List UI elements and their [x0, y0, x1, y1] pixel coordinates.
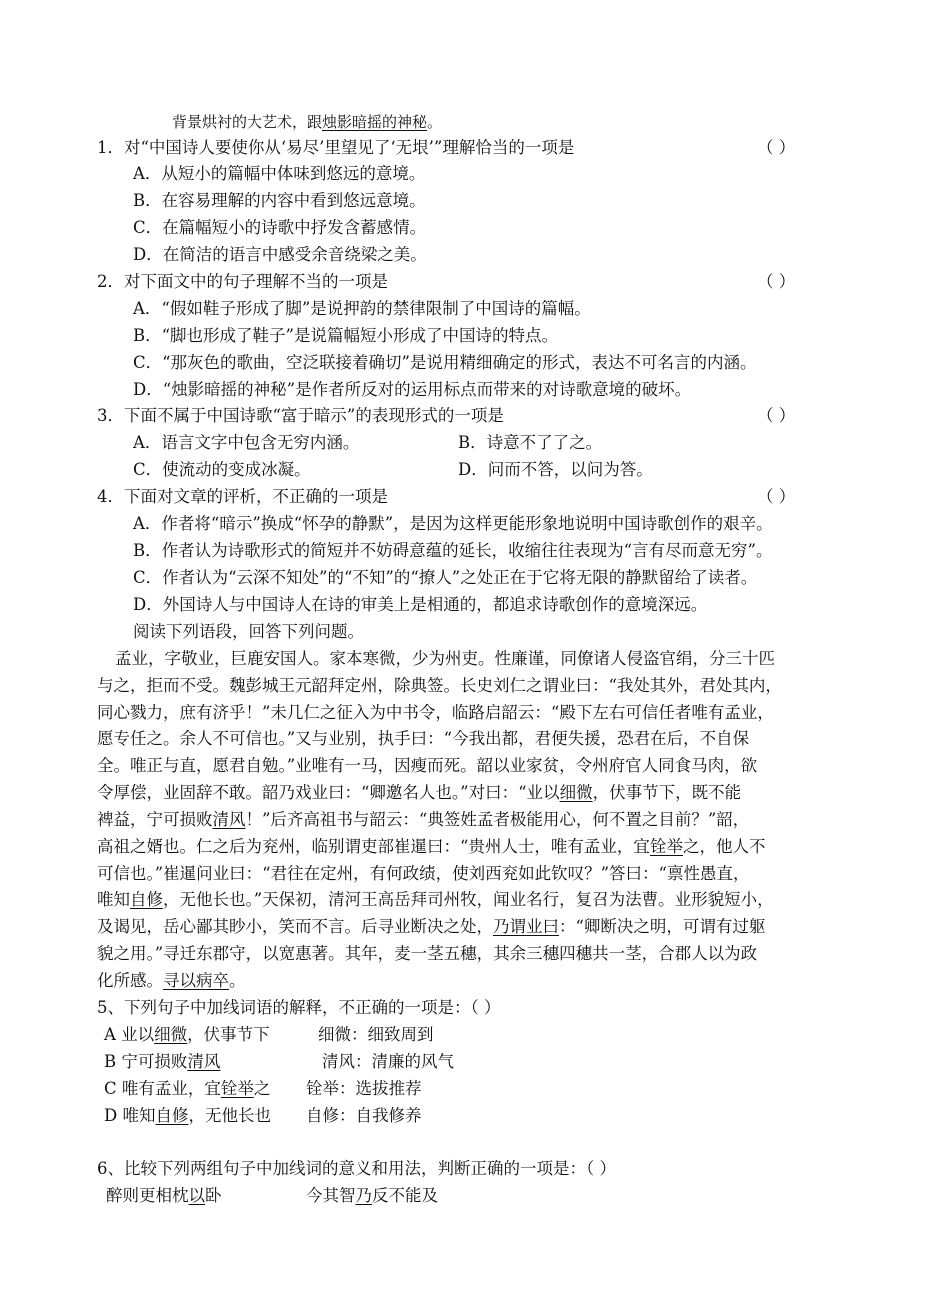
option-text: ，无他长也 — [188, 1106, 271, 1125]
passage-line — [97, 890, 774, 910]
underlined-word: 细微 — [154, 1025, 188, 1044]
question-1-option-a: A．从短小的篇幅中体味到悠远的意境。 — [133, 164, 426, 183]
passage-text: 及谒见，岳心鄙其眇小，笑而不言。后寻业断决之处， — [97, 917, 493, 936]
question-5-option-c — [104, 1079, 270, 1099]
question-5-option-c-explanation: 铨举：选拔推荐 — [306, 1079, 422, 1098]
passage-line — [97, 837, 765, 857]
question-2-option-c: C．“那灰色的歌曲，空泛联接着确切”是说用精细确定的形式，表达不可名言的内涵。 — [133, 353, 757, 372]
passage-line: 与之，拒而不受。魏彭城王元韶拜定州，除典签。长史刘仁之谓业曰：“我处其外，君处其内， — [97, 676, 782, 695]
question-5-stem: 5、下列句子中加线词语的解释，不正确的一项是：（ ） — [97, 998, 501, 1017]
question-1-stem: 1．对“中国诗人要使你从‘易尽’里望见了‘无垠’”理解恰当的一项是 — [97, 138, 575, 157]
intro-punct: 。 — [427, 113, 443, 131]
underlined-word: 自修 — [155, 1106, 189, 1125]
passage-line: 孟业，字敬业，巨鹿安国人。家本寒微，少为州吏。性廉谨，同僚诸人侵盗官绢，分三十匹 — [115, 649, 775, 668]
passage-text: 裨益，宁可损败 — [97, 810, 213, 829]
question-2-answer-paren: （ ） — [757, 272, 796, 291]
underlined-word: 寻以病卒 — [163, 971, 229, 990]
question-5-option-b — [104, 1052, 220, 1072]
question-6-sentence-b — [306, 1186, 438, 1206]
question-6-sentence-a — [106, 1186, 222, 1206]
intro-underlined-text: 烛影暗摇的神秘 — [322, 113, 428, 131]
question-3-option-c: C．使流动的变成冰凝。 — [133, 460, 311, 479]
passage-text: 唯知 — [97, 890, 130, 909]
question-3-answer-paren: （ ） — [757, 406, 796, 425]
question-1-option-b: B．在容易理解的内容中看到悠远意境。 — [133, 191, 426, 210]
question-2-option-a: A．“假如鞋子形成了脚”是说押韵的禁律限制了中国诗的篇幅。 — [133, 299, 591, 318]
underlined-word: 乃谓业曰 — [493, 917, 559, 936]
underlined-word: 清风 — [212, 810, 246, 829]
underlined-word: 铨举 — [649, 837, 683, 856]
question-5-option-a — [104, 1025, 270, 1045]
question-3-stem: 3．下面不属于中国诗歌“富于暗示”的表现形式的一项是 — [97, 406, 504, 425]
underlined-word: 细微 — [559, 783, 593, 802]
question-2-stem: 2．对下面文中的句子理解不当的一项是 — [97, 272, 388, 291]
question-2-option-d: D．“烛影暗摇的神秘”是作者所反对的运用标点而带来的对诗歌意境的破坏。 — [133, 380, 692, 399]
sentence-text: 卧 — [205, 1186, 222, 1205]
question-3-option-a: A．语言文字中包含无穷内涵。 — [133, 433, 360, 452]
passage-line — [97, 917, 765, 937]
question-4-option-c: C．作者认为“云深不知处”的“不知”的“撩人”之处正在于它将无限的静默留给了读者。 — [133, 568, 758, 587]
question-3-option-d: D．问而不答，以问为答。 — [458, 460, 653, 479]
passage-line: 愿专任之。余人不可信也。”又与业别，执手曰：“今我出都，君便失援，恐君在后，不自保 — [97, 729, 750, 748]
passage-text: 之，他人不 — [682, 837, 766, 856]
option-text: A 业以 — [104, 1025, 155, 1044]
option-text: C 唯有孟业，宜 — [104, 1079, 221, 1098]
underlined-word: 以 — [188, 1186, 205, 1205]
passage-line — [97, 783, 741, 803]
intro-text: 背景烘衬的大艺术，跟 — [172, 113, 323, 131]
passage-text: 。 — [229, 971, 246, 990]
question-5-option-d — [104, 1106, 271, 1126]
question-1-option-d: D．在简洁的语言中感受余音绕梁之美。 — [133, 245, 427, 264]
passage-line — [97, 971, 246, 991]
underlined-word: 乃 — [355, 1186, 372, 1205]
intro-line — [172, 112, 442, 132]
passage-text: 化所感。 — [97, 971, 163, 990]
passage-text: 高祖之婿也。仁之后为兖州，临别谓吏部崔暹曰：“贵州人士，唯有孟业，宜 — [97, 837, 650, 856]
passage-text: ，伏事节下，既不能 — [592, 783, 742, 802]
question-2-option-b: B．“脚也形成了鞋子”是说篇幅短小形成了中国诗的特点。 — [133, 326, 558, 345]
question-5-option-a-explanation: 细微：细致周到 — [318, 1025, 434, 1044]
underlined-word: 铨举 — [220, 1079, 254, 1098]
question-1-option-c: C．在篇幅短小的诗歌中抒发含蓄感情。 — [133, 218, 427, 237]
option-text: B 宁可损败 — [104, 1052, 188, 1071]
question-5-option-b-explanation: 清风：清廉的风气 — [322, 1052, 454, 1071]
passage-text: ：“卿断决之明，可谓有过躯 — [559, 917, 766, 936]
question-1-answer-paren: （ ） — [757, 138, 796, 157]
passage-line: 可信也。”崔暹问业曰：“君往在定州，有何政绩，使刘西兖如此钦叹？”答曰：“禀性愚直， — [97, 864, 750, 883]
passage-line — [97, 810, 749, 830]
question-4-stem: 4．下面对文章的评析，不正确的一项是 — [97, 487, 388, 506]
option-text: ，伏事节下 — [187, 1025, 270, 1044]
passage-text: ，无他长也。”天保初，清河王高岳拜司州牧，闻业名行，复召为法曹。业形貌短小， — [163, 890, 774, 909]
question-4-option-d: D．外国诗人与中国诗人在诗的审美上是相通的，都追求诗歌创作的意境深远。 — [133, 595, 708, 614]
question-4-answer-paren: （ ） — [757, 487, 796, 506]
question-4-option-b: B．作者认为诗歌形式的简短并不妨碍意蕴的延长，收缩往往表现为“言有尽而意无穷”。 — [133, 541, 773, 560]
passage-text: ！”后齐高祖书与韶云：“典签姓孟者极能用心，何不置之目前？”韶， — [245, 810, 750, 829]
sentence-text: 醉则更相枕 — [106, 1186, 189, 1205]
question-4-option-a: A．作者将“暗示”换成“怀孕的静默”，是因为这样更能形象地说明中国诗歌创作的艰辛。 — [133, 514, 773, 533]
passage-line: 同心戮力，庶有济乎！”未几仁之征入为中书令，临路启韶云：“殿下左右可信任者唯有孟业， — [97, 703, 774, 722]
passage-text: 令厚偿，业固辞不敢。韶乃戏业曰：“卿邀名人也。”对曰：“业以 — [97, 783, 560, 802]
sentence-text: 反不能及 — [372, 1186, 438, 1205]
question-5-option-d-explanation: 自修：自我修养 — [306, 1106, 422, 1125]
question-6-stem: 6、比较下列两组句子中加线词的意义和用法，判断正确的一项是：（ ） — [97, 1159, 616, 1178]
reading-instruction: 阅读下列语段，回答下列问题。 — [133, 622, 364, 641]
option-text: 之 — [253, 1079, 271, 1098]
sentence-text: 今其智 — [306, 1186, 356, 1205]
underlined-word: 自修 — [130, 890, 163, 909]
underlined-word: 清风 — [187, 1052, 221, 1071]
question-3-option-b: B．诗意不了了之。 — [458, 433, 603, 452]
passage-line: 貌之用。”寻迁东郡守，以宽惠著。其年，麦一茎五穗，其余三穗四穗共一茎，合郡人以为政 — [97, 944, 758, 963]
passage-line: 全。唯正与直，愿君自勉。”业唯有一马，因瘦而死。韶以业家贫，令州府官人同食马肉，欲 — [97, 756, 758, 775]
option-text: D 唯知 — [104, 1106, 156, 1125]
